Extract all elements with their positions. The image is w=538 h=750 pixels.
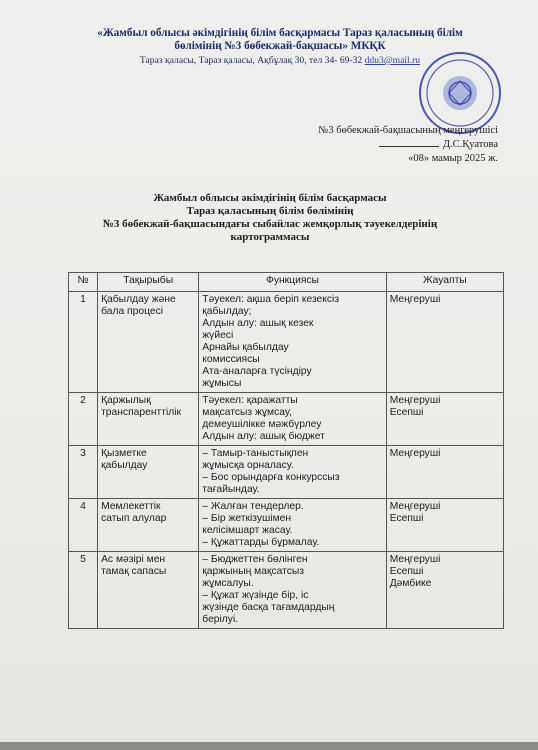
cell-topic-line: Ас мәзірі мен (101, 554, 166, 565)
table-row (69, 499, 504, 552)
cell-responsible-line: Есепші (389, 407, 424, 418)
table-row (69, 552, 504, 629)
cell-function-line: Ата-аналарға түсіндіру (202, 366, 312, 377)
title-line-1: Жамбыл облысы әкімдігінің білім басқармасы (153, 192, 387, 204)
cell-topic-line: тамақ сапасы (101, 566, 167, 577)
cell-function-line: мақсатсыз жұмсау, (202, 407, 292, 418)
cell-responsible (386, 499, 503, 552)
header-responsible: Жауапты (386, 273, 503, 292)
cell-topic (98, 393, 199, 446)
cell-function-line: жұмысы (202, 378, 242, 389)
header-num: № (69, 273, 98, 292)
cell-function-line: – Құжат жүзінде бір, іс (202, 590, 309, 601)
table-row (69, 446, 504, 499)
cell-topic-line: бала процесі (101, 306, 164, 317)
director-name: Д.С.Қуатова (442, 139, 498, 150)
table-body (69, 292, 504, 629)
cell-function-line: берілуі. (202, 614, 239, 625)
cell-function (199, 499, 386, 552)
cell-function-line: – Жалған тендерлер. (202, 501, 304, 512)
cell-function-line: Тәуекел: ақша беріп кезексіз (202, 294, 340, 305)
title-line-4: картограммасы (230, 231, 310, 243)
cell-num: 3 (69, 446, 98, 499)
cell-function-line: жүйесі (202, 330, 234, 341)
cell-responsible (386, 393, 503, 446)
cell-responsible-line: Дәмбике (389, 578, 432, 589)
cell-num: 5 (69, 552, 98, 629)
cell-topic-line: транспаренттілік (101, 407, 182, 418)
cell-function (199, 446, 386, 499)
header-topic: Тақырыбы (98, 273, 199, 292)
cell-responsible-line: Есепші (389, 513, 424, 524)
cell-num: 4 (69, 499, 98, 552)
cell-topic (98, 446, 199, 499)
cell-function-line: Арнайы қабылдау (202, 342, 289, 353)
org-line-2: бөлімінің №3 бөбекжай-бақшасы» МКҚК (174, 40, 386, 52)
signature-icon (379, 146, 439, 147)
risk-table (68, 272, 504, 629)
cell-function-line: жұмсалуы. (202, 578, 254, 589)
table-row (69, 292, 504, 393)
document-title (30, 192, 510, 244)
cell-topic-line: Қабылдау және (101, 294, 176, 305)
cell-topic (98, 292, 199, 393)
cell-function-line: демеушілікке мәжбүрлеу (202, 419, 322, 430)
cell-topic-line: Мемлекеттік (101, 501, 161, 512)
approval-block (318, 124, 498, 166)
cell-topic-line: сатып алулар (101, 513, 167, 524)
org-line-1: «Жамбыл облысы әкімдігінің білім басқармасы Тараз қаласының білім (97, 27, 463, 39)
cell-function-line: – Құжаттарды бұрмалау. (202, 537, 320, 548)
approval-line-2 (318, 138, 498, 152)
cell-topic (98, 499, 199, 552)
cell-function-line: – Бір жеткізушімен (202, 513, 292, 524)
cell-function-line: жүзінде басқа тағамдардың (202, 602, 335, 613)
cell-responsible (386, 292, 503, 393)
title-line-3: №3 бөбекжай-бақшасындағы сыбайлас жемқорлық тәуекелдерінің (102, 218, 438, 230)
cell-function-line: қаржының мақсатсыз (202, 566, 304, 577)
approval-line-1: №3 бөбекжай-бақшасының меңгерушісі (318, 125, 498, 136)
cell-responsible-line: Меңгеруші (389, 294, 441, 305)
cell-responsible (386, 446, 503, 499)
cell-function-line: қабылдау; (202, 306, 252, 317)
cell-function-line: Алдын алу: ашық кезек (202, 318, 314, 329)
cell-responsible-line: Меңгеруші (389, 554, 441, 565)
header-function: Функциясы (199, 273, 386, 292)
cell-function-line: комиссиясы (202, 354, 260, 365)
cell-function-line: Алдын алу: ашық бюджет (202, 431, 325, 442)
cell-responsible (386, 552, 503, 629)
photo-edge (0, 742, 538, 750)
cell-num: 1 (69, 292, 98, 393)
cell-function-line: жұмысқа орналасу. (202, 460, 294, 471)
cell-topic-line: Қызметке (101, 448, 147, 459)
cell-function (199, 393, 386, 446)
address-text: Тараз қаласы, Тараз қаласы, Ақбұлақ 30, тел 34- 69-32 (139, 55, 365, 66)
cell-num: 2 (69, 393, 98, 446)
cell-topic-line: Қаржылық (101, 395, 151, 406)
table-row (69, 393, 504, 446)
cell-function-line: – Тамыр-таныстықпен (202, 448, 309, 459)
cell-topic-line: қабылдау (101, 460, 148, 471)
cell-function-line: – Бос орындарға конкурссыз (202, 472, 340, 483)
cell-responsible-line: Меңгеруші (389, 395, 441, 406)
cell-function-line: тағайындау. (202, 484, 260, 495)
title-line-2: Тараз қаласының білім бөлімінің (186, 205, 354, 217)
cell-responsible-line: Есепші (389, 566, 424, 577)
cell-responsible-line: Меңгеруші (389, 448, 441, 459)
approval-date: «08» мамыр 2025 ж. (408, 153, 498, 164)
table-header-row (69, 273, 504, 292)
cell-responsible-line: Меңгеруші (389, 501, 441, 512)
cell-function-line: – Бюджеттен бөлінген (202, 554, 308, 565)
email-link[interactable]: ddu3@mail.ru (364, 55, 421, 66)
cell-function (199, 552, 386, 629)
cell-function-line: Тәуекел: қаражатты (202, 395, 298, 406)
cell-function-line: келісімшарт жасау. (202, 525, 293, 536)
cell-function (199, 292, 386, 393)
cell-topic (98, 552, 199, 629)
